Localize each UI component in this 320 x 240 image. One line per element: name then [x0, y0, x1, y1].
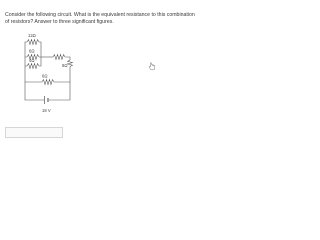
answer-input[interactable] [5, 127, 63, 138]
battery [45, 96, 49, 104]
resistor-8-label: 8Ω [62, 63, 68, 68]
wire-right-top [65, 57, 70, 60]
wire-outer-loop [25, 82, 70, 100]
resistor-8-ohm [68, 60, 73, 67]
resistor-12-label: 12Ω [28, 33, 36, 38]
resistor-8-ohm-series [53, 55, 65, 60]
wire-left-bus [25, 42, 27, 66]
wire-right-down [54, 67, 70, 83]
resistor-12-ohm [27, 40, 39, 45]
wire-left-down [25, 66, 42, 82]
wire-mid-bus [39, 42, 41, 66]
battery-label: 18 V [42, 108, 51, 113]
hand-cursor-icon [148, 62, 156, 71]
resistor-6-label-upper: 6Ω [29, 48, 35, 54]
resistor-6-ohm-lower [42, 80, 54, 85]
question-text: Consider the following circuit. What is the equivalent resistance to this combination of resistors? Answer to three significant figures. [5, 12, 195, 25]
resistor-6-label-lower: 6Ω [42, 73, 48, 79]
resistor-4-label: 4Ω [29, 58, 35, 63]
resistor-4-ohm [27, 64, 39, 69]
